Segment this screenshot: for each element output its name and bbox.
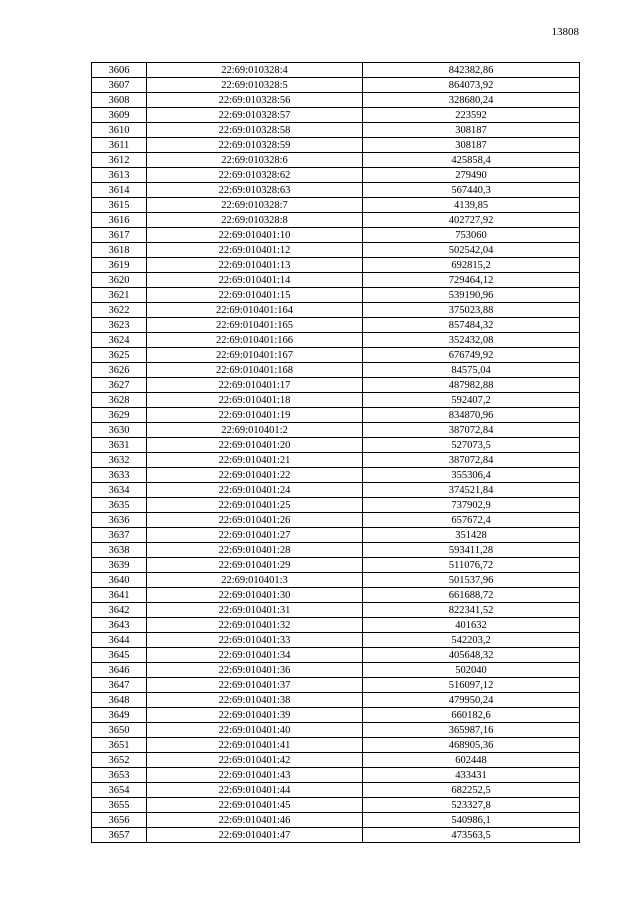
row-number-cell: 3630 <box>92 423 147 438</box>
cadastral-value-cell: 374521,84 <box>363 483 580 498</box>
row-number-cell: 3645 <box>92 648 147 663</box>
row-number-cell: 3618 <box>92 243 147 258</box>
row-number-cell: 3633 <box>92 468 147 483</box>
cadastral-value-cell: 864073,92 <box>363 78 580 93</box>
cadastral-number-cell: 22:69:010328:57 <box>147 108 363 123</box>
cadastral-number-cell: 22:69:010401:28 <box>147 543 363 558</box>
cadastral-value-cell: 822341,52 <box>363 603 580 618</box>
row-number-cell: 3610 <box>92 123 147 138</box>
table-row <box>92 528 580 543</box>
row-number-cell: 3632 <box>92 453 147 468</box>
row-number-cell: 3620 <box>92 273 147 288</box>
cadastral-number-cell: 22:69:010401:10 <box>147 228 363 243</box>
cadastral-number-cell: 22:69:010401:42 <box>147 753 363 768</box>
cadastral-value-cell: 729464,12 <box>363 273 580 288</box>
table-row <box>92 123 580 138</box>
row-number-cell: 3646 <box>92 663 147 678</box>
table-row <box>92 63 580 78</box>
cadastral-number-cell: 22:69:010401:15 <box>147 288 363 303</box>
table-row <box>92 798 580 813</box>
cadastral-number-cell: 22:69:010328:62 <box>147 168 363 183</box>
cadastral-number-cell: 22:69:010401:26 <box>147 513 363 528</box>
cadastral-value-cell: 84575,04 <box>363 363 580 378</box>
cadastral-value-cell: 365987,16 <box>363 723 580 738</box>
table-row <box>92 273 580 288</box>
cadastral-number-cell: 22:69:010401:165 <box>147 318 363 333</box>
cadastral-value-cell: 387072,84 <box>363 453 580 468</box>
table-row <box>92 588 580 603</box>
row-number-cell: 3649 <box>92 708 147 723</box>
cadastral-value-cell: 308187 <box>363 138 580 153</box>
row-number-cell: 3631 <box>92 438 147 453</box>
cadastral-value-cell: 279490 <box>363 168 580 183</box>
cadastral-value-cell: 542203,2 <box>363 633 580 648</box>
table-row <box>92 363 580 378</box>
table-row <box>92 618 580 633</box>
row-number-cell: 3654 <box>92 783 147 798</box>
table-row <box>92 318 580 333</box>
cadastral-value-cell: 425858,4 <box>363 153 580 168</box>
row-number-cell: 3647 <box>92 678 147 693</box>
cadastral-number-cell: 22:69:010401:32 <box>147 618 363 633</box>
row-number-cell: 3622 <box>92 303 147 318</box>
cadastral-value-cell: 592407,2 <box>363 393 580 408</box>
cadastral-value-cell: 352432,08 <box>363 333 580 348</box>
row-number-cell: 3624 <box>92 333 147 348</box>
row-number-cell: 3641 <box>92 588 147 603</box>
row-number-cell: 3627 <box>92 378 147 393</box>
cadastral-number-cell: 22:69:010328:56 <box>147 93 363 108</box>
table-row <box>92 438 580 453</box>
cadastral-value-cell: 433431 <box>363 768 580 783</box>
table-row <box>92 573 580 588</box>
table-row <box>92 453 580 468</box>
row-number-cell: 3612 <box>92 153 147 168</box>
cadastral-number-cell: 22:69:010401:13 <box>147 258 363 273</box>
table-row <box>92 198 580 213</box>
row-number-cell: 3609 <box>92 108 147 123</box>
table-row <box>92 678 580 693</box>
row-number-cell: 3648 <box>92 693 147 708</box>
cadastral-value-cell: 502040 <box>363 663 580 678</box>
table-row <box>92 558 580 573</box>
row-number-cell: 3644 <box>92 633 147 648</box>
cadastral-number-cell: 22:69:010401:18 <box>147 393 363 408</box>
cadastral-value-cell: 753060 <box>363 228 580 243</box>
row-number-cell: 3623 <box>92 318 147 333</box>
cadastral-number-cell: 22:69:010401:20 <box>147 438 363 453</box>
cadastral-number-cell: 22:69:010401:38 <box>147 693 363 708</box>
row-number-cell: 3640 <box>92 573 147 588</box>
table-row <box>92 78 580 93</box>
cadastral-number-cell: 22:69:010401:43 <box>147 768 363 783</box>
cadastral-number-cell: 22:69:010328:59 <box>147 138 363 153</box>
cadastral-value-cell: 511076,72 <box>363 558 580 573</box>
cadastral-value-cell: 657672,4 <box>363 513 580 528</box>
cadastral-value-cell: 487982,88 <box>363 378 580 393</box>
table-row <box>92 168 580 183</box>
cadastral-value-cell: 857484,32 <box>363 318 580 333</box>
row-number-cell: 3639 <box>92 558 147 573</box>
cadastral-value-cell: 692815,2 <box>363 258 580 273</box>
row-number-cell: 3651 <box>92 738 147 753</box>
cadastral-value-cell: 4139,85 <box>363 198 580 213</box>
cadastral-number-cell: 22:69:010401:27 <box>147 528 363 543</box>
table-row <box>92 378 580 393</box>
cadastral-value-cell: 375023,88 <box>363 303 580 318</box>
cadastral-number-cell: 22:69:010401:45 <box>147 798 363 813</box>
cadastral-number-cell: 22:69:010328:58 <box>147 123 363 138</box>
table-row <box>92 138 580 153</box>
row-number-cell: 3606 <box>92 63 147 78</box>
cadastral-number-cell: 22:69:010401:3 <box>147 573 363 588</box>
table-row <box>92 243 580 258</box>
table-row <box>92 393 580 408</box>
row-number-cell: 3628 <box>92 393 147 408</box>
table-row <box>92 93 580 108</box>
row-number-cell: 3653 <box>92 768 147 783</box>
cadastral-value-cell: 676749,92 <box>363 348 580 363</box>
cadastral-value-cell: 516097,12 <box>363 678 580 693</box>
cadastral-number-cell: 22:69:010401:31 <box>147 603 363 618</box>
table-row <box>92 183 580 198</box>
table-row <box>92 543 580 558</box>
cadastral-value-cell: 308187 <box>363 123 580 138</box>
cadastral-value-cell: 540986,1 <box>363 813 580 828</box>
cadastral-number-cell: 22:69:010328:6 <box>147 153 363 168</box>
table-row <box>92 303 580 318</box>
row-number-cell: 3616 <box>92 213 147 228</box>
table-row <box>92 753 580 768</box>
cadastral-number-cell: 22:69:010328:5 <box>147 78 363 93</box>
table-row <box>92 288 580 303</box>
cadastral-number-cell: 22:69:010401:37 <box>147 678 363 693</box>
cadastral-number-cell: 22:69:010401:168 <box>147 363 363 378</box>
cadastral-number-cell: 22:69:010328:63 <box>147 183 363 198</box>
cadastral-value-cell: 602448 <box>363 753 580 768</box>
cadastral-number-cell: 22:69:010401:36 <box>147 663 363 678</box>
table-row <box>92 483 580 498</box>
cadastral-value-cell: 593411,28 <box>363 543 580 558</box>
cadastral-number-cell: 22:69:010401:166 <box>147 333 363 348</box>
table-row <box>92 468 580 483</box>
cadastral-number-cell: 22:69:010401:17 <box>147 378 363 393</box>
row-number-cell: 3608 <box>92 93 147 108</box>
row-number-cell: 3656 <box>92 813 147 828</box>
row-number-cell: 3637 <box>92 528 147 543</box>
cadastral-value-cell: 567440,3 <box>363 183 580 198</box>
table-row <box>92 828 580 843</box>
table-row <box>92 813 580 828</box>
cadastral-value-cell: 351428 <box>363 528 580 543</box>
row-number-cell: 3657 <box>92 828 147 843</box>
cadastral-number-cell: 22:69:010401:47 <box>147 828 363 843</box>
cadastral-value-cell: 355306,4 <box>363 468 580 483</box>
cadastral-number-cell: 22:69:010401:46 <box>147 813 363 828</box>
cadastral-number-cell: 22:69:010401:41 <box>147 738 363 753</box>
cadastral-number-cell: 22:69:010401:2 <box>147 423 363 438</box>
cadastral-value-cell: 682252,5 <box>363 783 580 798</box>
table-row <box>92 258 580 273</box>
table-row <box>92 153 580 168</box>
cadastral-number-cell: 22:69:010401:33 <box>147 633 363 648</box>
row-number-cell: 3621 <box>92 288 147 303</box>
row-number-cell: 3642 <box>92 603 147 618</box>
table-row <box>92 498 580 513</box>
cadastral-number-cell: 22:69:010401:25 <box>147 498 363 513</box>
row-number-cell: 3615 <box>92 198 147 213</box>
table-row <box>92 423 580 438</box>
cadastral-value-cell: 387072,84 <box>363 423 580 438</box>
cadastral-number-cell: 22:69:010401:24 <box>147 483 363 498</box>
row-number-cell: 3638 <box>92 543 147 558</box>
table-row <box>92 648 580 663</box>
row-number-cell: 3607 <box>92 78 147 93</box>
row-number-cell: 3650 <box>92 723 147 738</box>
cadastral-value-cell: 523327,8 <box>363 798 580 813</box>
cadastral-number-cell: 22:69:010401:44 <box>147 783 363 798</box>
cadastral-number-cell: 22:69:010401:40 <box>147 723 363 738</box>
cadastral-number-cell: 22:69:010401:29 <box>147 558 363 573</box>
row-number-cell: 3655 <box>92 798 147 813</box>
row-number-cell: 3626 <box>92 363 147 378</box>
cadastral-number-cell: 22:69:010401:39 <box>147 708 363 723</box>
table-row <box>92 768 580 783</box>
cadastral-value-cell: 834870,96 <box>363 408 580 423</box>
cadastral-value-cell: 539190,96 <box>363 288 580 303</box>
table-row <box>92 228 580 243</box>
row-number-cell: 3611 <box>92 138 147 153</box>
table-row <box>92 783 580 798</box>
row-number-cell: 3629 <box>92 408 147 423</box>
table-body <box>92 63 580 843</box>
row-number-cell: 3643 <box>92 618 147 633</box>
table-row <box>92 213 580 228</box>
cadastral-value-cell: 527073,5 <box>363 438 580 453</box>
cadastral-value-table <box>91 62 580 843</box>
cadastral-value-cell: 405648,32 <box>363 648 580 663</box>
cadastral-number-cell: 22:69:010328:4 <box>147 63 363 78</box>
cadastral-number-cell: 22:69:010328:7 <box>147 198 363 213</box>
table-row <box>92 603 580 618</box>
cadastral-value-cell: 473563,5 <box>363 828 580 843</box>
row-number-cell: 3613 <box>92 168 147 183</box>
row-number-cell: 3625 <box>92 348 147 363</box>
cadastral-number-cell: 22:69:010401:34 <box>147 648 363 663</box>
cadastral-value-cell: 402727,92 <box>363 213 580 228</box>
table-row <box>92 408 580 423</box>
page-number: 13808 <box>551 26 579 38</box>
cadastral-number-cell: 22:69:010401:167 <box>147 348 363 363</box>
cadastral-number-cell: 22:69:010328:8 <box>147 213 363 228</box>
cadastral-number-cell: 22:69:010401:12 <box>147 243 363 258</box>
cadastral-value-cell: 501537,96 <box>363 573 580 588</box>
row-number-cell: 3635 <box>92 498 147 513</box>
row-number-cell: 3652 <box>92 753 147 768</box>
cadastral-number-cell: 22:69:010401:30 <box>147 588 363 603</box>
cadastral-number-cell: 22:69:010401:164 <box>147 303 363 318</box>
table-row <box>92 513 580 528</box>
table-row <box>92 723 580 738</box>
cadastral-number-cell: 22:69:010401:19 <box>147 408 363 423</box>
table-row <box>92 348 580 363</box>
table-row <box>92 738 580 753</box>
row-number-cell: 3619 <box>92 258 147 273</box>
table-row <box>92 663 580 678</box>
table-row <box>92 333 580 348</box>
cadastral-value-cell: 660182,6 <box>363 708 580 723</box>
table-row <box>92 693 580 708</box>
cadastral-number-cell: 22:69:010401:14 <box>147 273 363 288</box>
cadastral-number-cell: 22:69:010401:21 <box>147 453 363 468</box>
cadastral-value-cell: 223592 <box>363 108 580 123</box>
cadastral-value-cell: 661688,72 <box>363 588 580 603</box>
cadastral-value-cell: 479950,24 <box>363 693 580 708</box>
table-row <box>92 708 580 723</box>
table-row <box>92 633 580 648</box>
cadastral-value-cell: 502542,04 <box>363 243 580 258</box>
row-number-cell: 3617 <box>92 228 147 243</box>
cadastral-value-cell: 468905,36 <box>363 738 580 753</box>
row-number-cell: 3636 <box>92 513 147 528</box>
cadastral-value-cell: 737902,9 <box>363 498 580 513</box>
cadastral-value-cell: 842382,86 <box>363 63 580 78</box>
row-number-cell: 3634 <box>92 483 147 498</box>
cadastral-value-cell: 401632 <box>363 618 580 633</box>
cadastral-number-cell: 22:69:010401:22 <box>147 468 363 483</box>
table-row <box>92 108 580 123</box>
cadastral-value-cell: 328680,24 <box>363 93 580 108</box>
row-number-cell: 3614 <box>92 183 147 198</box>
